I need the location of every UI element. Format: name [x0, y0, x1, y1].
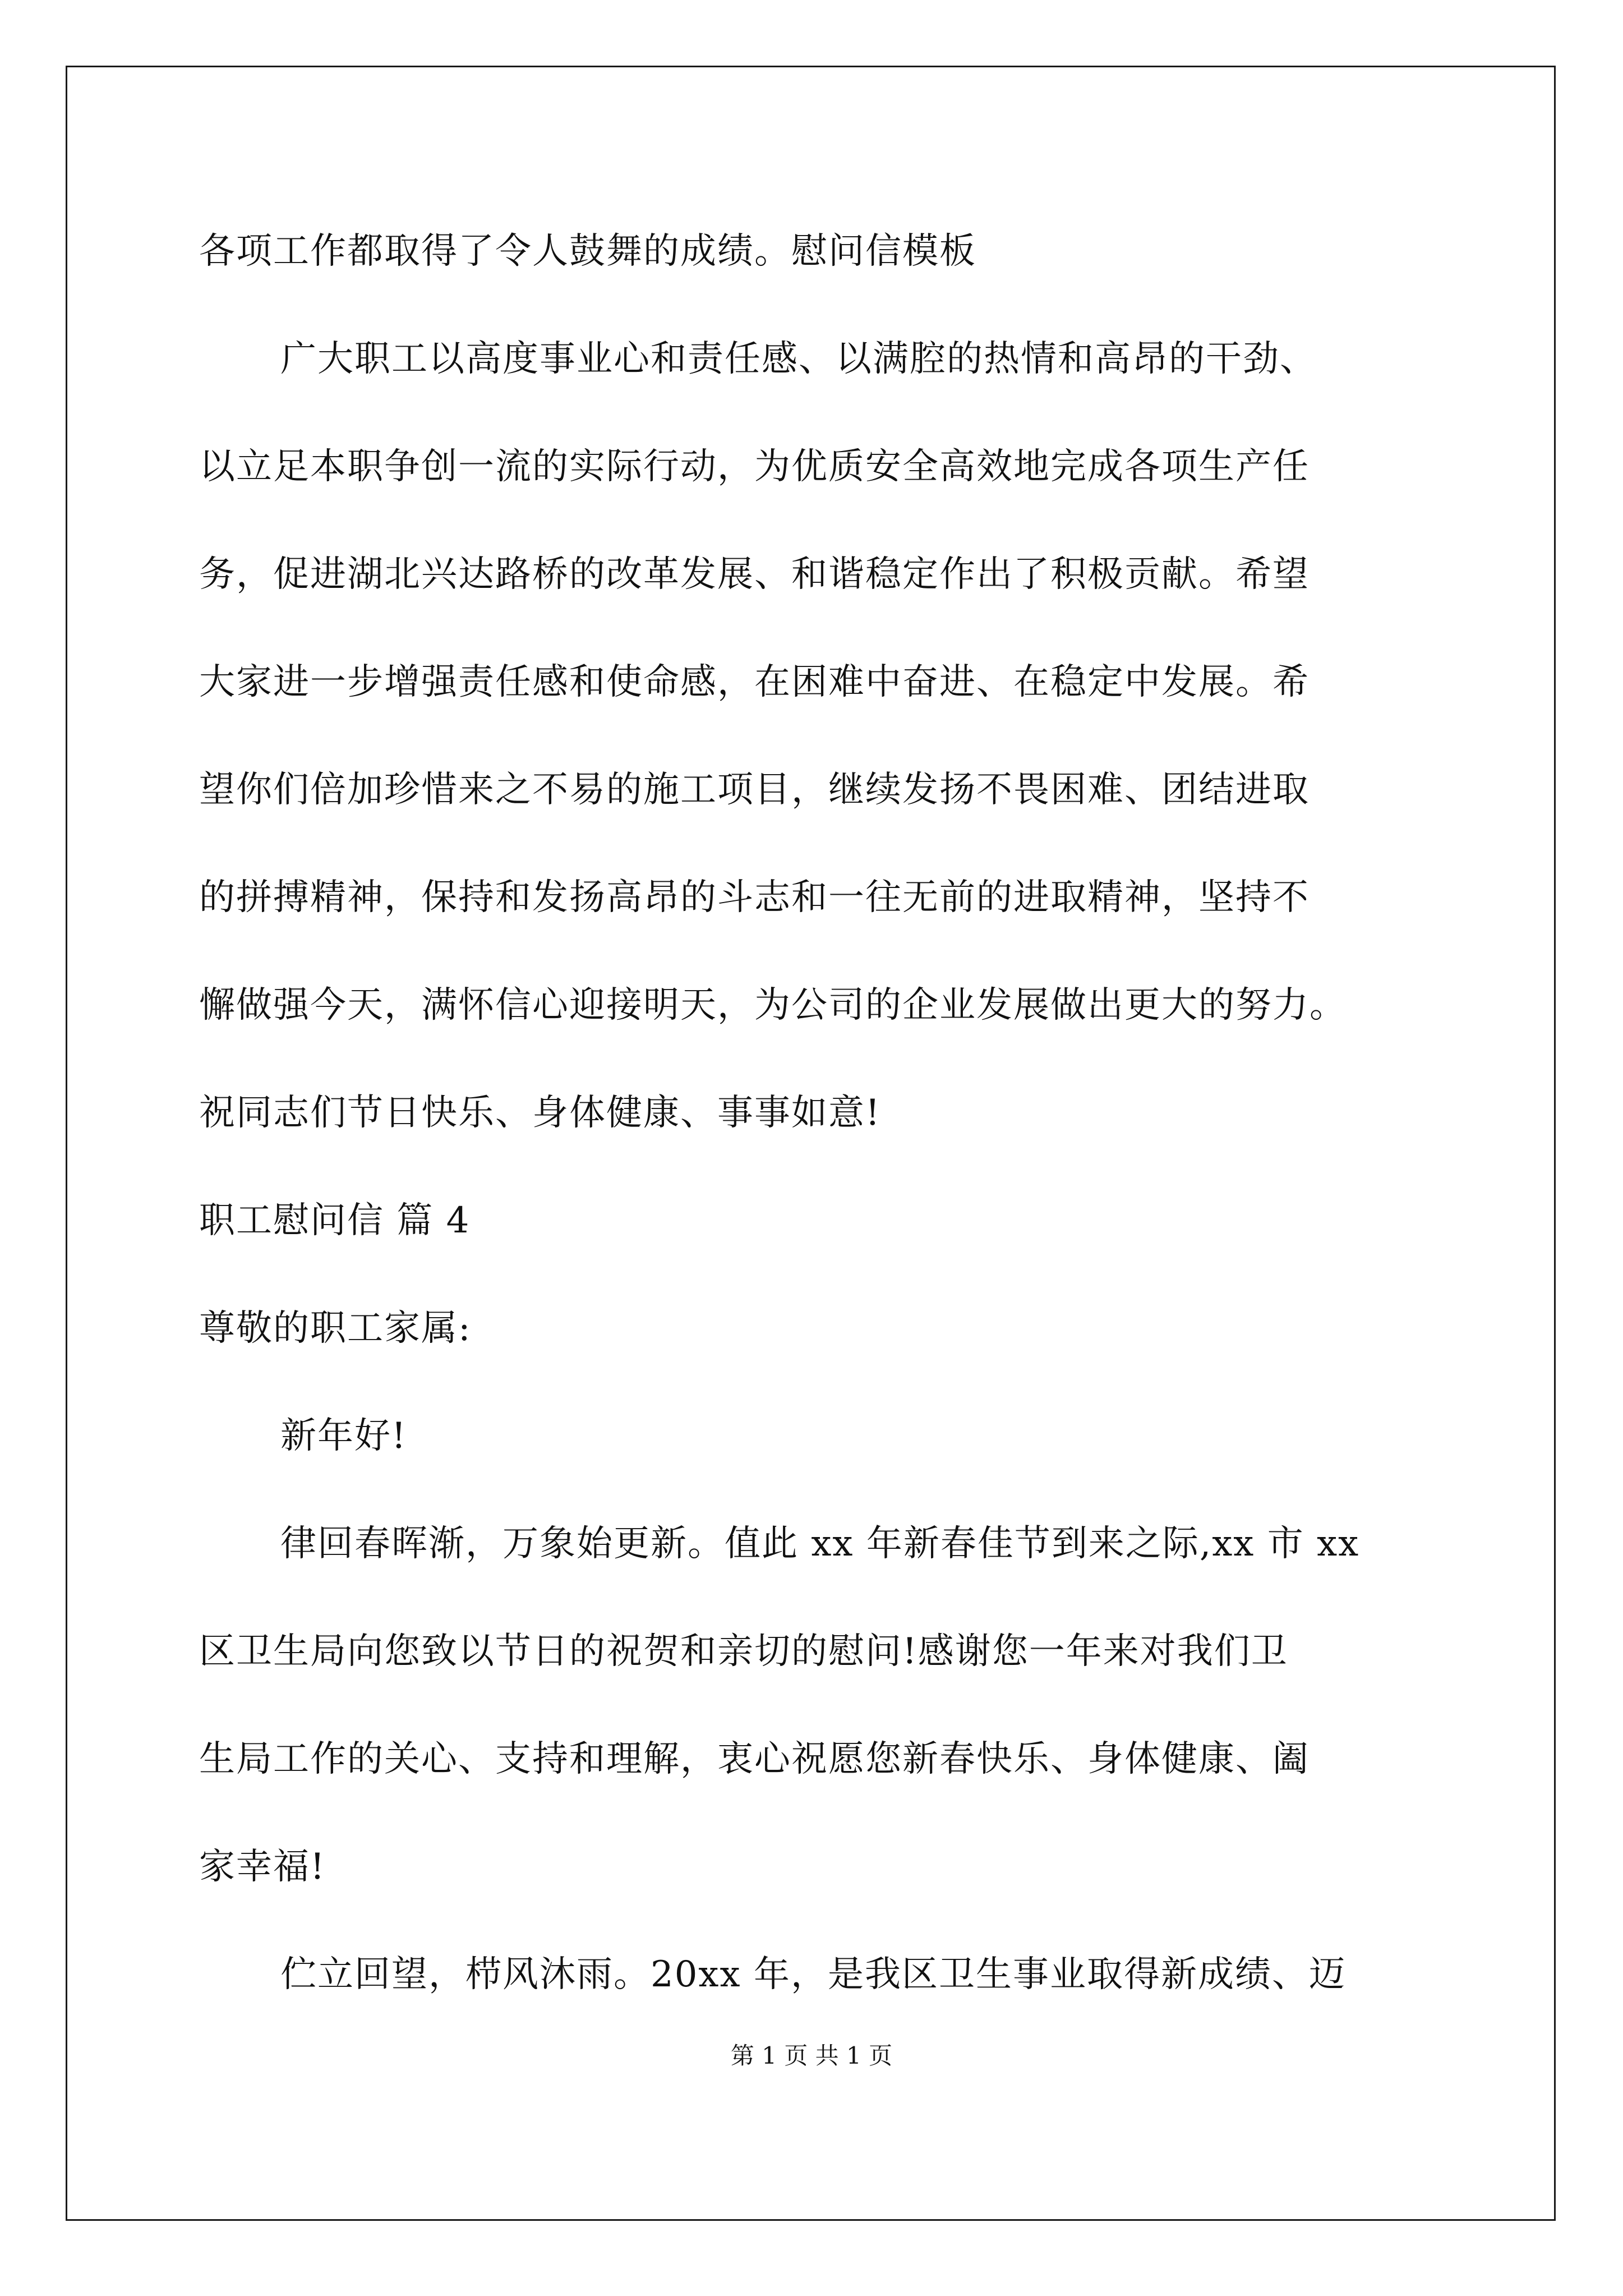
section-heading: 职工慰问信 篇 4	[199, 1200, 471, 1241]
body-line-6: 望你们倍加珍惜来之不易的施工项目，继续发扬不畏困难、团结进取	[199, 769, 1310, 811]
body-line-3: 以立足本职争创一流的实际行动，为优质安全高效地完成各项生产任	[199, 446, 1310, 487]
body-line-16: 家幸福!	[199, 1846, 326, 1888]
body-line-17: 伫立回望，栉风沐雨。20xx 年，是我区卫生事业取得新成绩、迈	[280, 1954, 1346, 1995]
body-line-9: 祝同志们节日快乐、身体健康、事事如意!	[199, 1092, 881, 1134]
body-line-13: 律回春晖渐，万象始更新。值此 xx 年新春佳节到来之际,xx 市 xx	[280, 1523, 1360, 1565]
body-line-7: 的拼搏精神，保持和发扬高昂的斗志和一往无前的进取精神，坚持不	[199, 877, 1310, 918]
body-line-15: 生局工作的关心、支持和理解，衷心祝愿您新春快乐、身体健康、阖	[199, 1738, 1310, 1780]
body-line-2: 广大职工以高度事业心和责任感、以满腔的热情和高昂的干劲、	[280, 338, 1317, 380]
body-line-1: 各项工作都取得了令人鼓舞的成绩。慰问信模板	[199, 231, 976, 272]
body-line-8: 懈做强今天，满怀信心迎接明天，为公司的企业发展做出更大的努力。	[199, 984, 1347, 1026]
greeting: 新年好!	[280, 1415, 407, 1457]
salutation: 尊敬的职工家属:	[199, 1308, 472, 1349]
body-line-5: 大家进一步增强责任感和使命感，在困难中奋进、在稳定中发展。希	[199, 661, 1310, 703]
page-border	[66, 66, 1556, 2221]
body-line-14: 区卫生局向您致以节日的祝贺和亲切的慰问!感谢您一年来对我们卫	[199, 1631, 1288, 1672]
body-line-4: 务，促进湖北兴达路桥的改革发展、和谐稳定作出了积极贡献。希望	[199, 554, 1310, 595]
page-number-footer: 第 1 页 共 1 页	[730, 2042, 893, 2069]
